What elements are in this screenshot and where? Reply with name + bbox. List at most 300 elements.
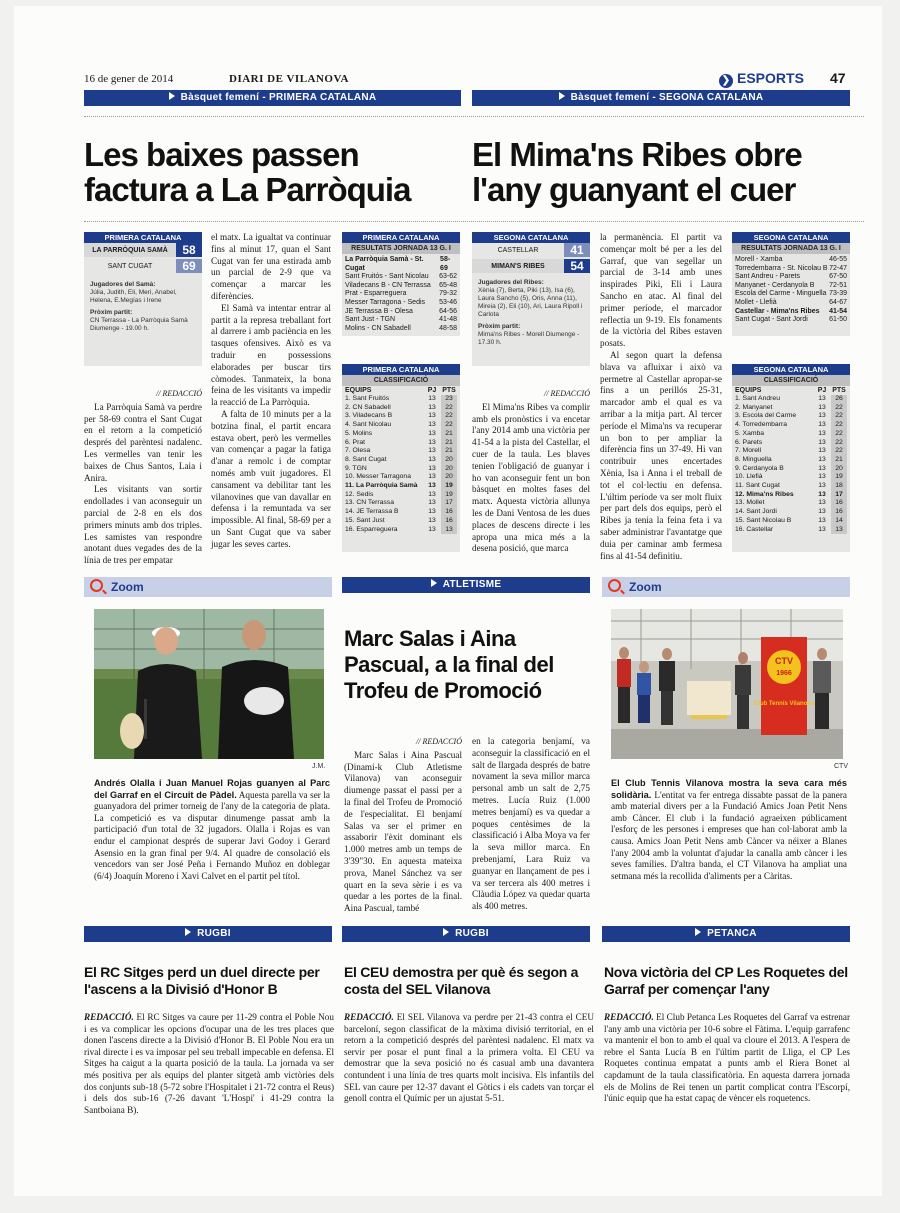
- points: 20: [441, 456, 457, 465]
- team-name: 8. Minguella: [735, 455, 772, 463]
- games-played: 13: [428, 464, 436, 472]
- standings-row: [732, 456, 850, 465]
- points: 22: [831, 430, 847, 439]
- games-played: 13: [428, 395, 436, 402]
- paragraph: Les visitants van sortir endollades i van aconseguir un parcial de 2-8 en els dos primers minuts amb dos triples. Les samistes van respondre anotant dues vegades des de la línia de tres per empatar: [84, 484, 202, 566]
- sign-text: CTV: [775, 656, 793, 666]
- games-played: 13: [818, 482, 826, 490]
- box-header: PRIMERA CATALANA: [342, 232, 460, 243]
- headline-petanca: Nova victòria del CP Les Roquetes del Garraf per començar l'any: [604, 964, 848, 997]
- box-header: SEGONA CATALANA: [732, 232, 850, 243]
- match-teams: Castellar - Mima'ns Ribes: [735, 307, 820, 315]
- points: 18: [831, 482, 847, 491]
- result-row: [342, 282, 460, 291]
- standings-header: [732, 386, 850, 395]
- standings-row: [342, 499, 460, 508]
- team-name: LA PARRÒQUIA SAMÀ: [92, 246, 168, 254]
- team-name: 14. JE Terrassa B: [345, 508, 399, 516]
- games-played: 13: [428, 482, 436, 490]
- result-row: [342, 256, 460, 273]
- match-teams: Morell - Xamba: [735, 256, 783, 263]
- standings-row: [732, 430, 850, 439]
- score-row: [84, 243, 202, 257]
- points: 13: [831, 526, 847, 535]
- match-score: 41-48: [439, 316, 457, 324]
- standings-header: [342, 386, 460, 395]
- match-teams: Torredembarra - St. Nicolau B: [735, 264, 828, 272]
- col-header: PTS: [442, 387, 456, 394]
- photo-credit: J.M.: [312, 763, 326, 770]
- zoom-caption-tennis: [611, 778, 847, 882]
- section-bar-label: RUGBI: [197, 928, 231, 939]
- triangle-icon: [431, 579, 437, 587]
- team-name: 9. Cerdanyola B: [735, 464, 784, 472]
- games-played: 13: [428, 516, 436, 524]
- games-played: 13: [428, 455, 436, 463]
- headline-rugbi-sitges: El RC Sitges perd un duel directe per l'ascens a la Divisió d'Honor B: [84, 964, 320, 997]
- match-teams: Prat - Esparreguera: [345, 290, 407, 298]
- photo-tennis-club: [611, 609, 843, 759]
- headline-line: Les baixes passen: [84, 136, 359, 173]
- games-played: 13: [818, 499, 826, 507]
- box-subheader: CLASSIFICACIÓ: [342, 375, 460, 386]
- match-teams: Sant Just - TGN: [345, 316, 396, 324]
- headline-line: Marc Salas i Aina: [344, 626, 516, 651]
- results-table-segona: [732, 232, 850, 336]
- standings-row: [732, 473, 850, 482]
- section-bar-label: Bàsquet femení - PRIMERA CATALANA: [180, 92, 377, 103]
- zoom-label: Zoom: [629, 580, 662, 594]
- standings-row: [732, 499, 850, 508]
- match-teams: JE Terrassa B - Olesa: [345, 307, 413, 315]
- section-bar-rugbi-1: [84, 926, 332, 942]
- photo-tennis-svg: [611, 609, 843, 759]
- next-match-label: Pròxim partit:: [478, 323, 521, 330]
- team-name: 10. Llefià: [735, 473, 763, 481]
- standings-rows: [732, 395, 850, 534]
- games-played: 13: [428, 421, 436, 429]
- match-score: 41-54: [829, 307, 847, 315]
- score-row: [84, 259, 202, 273]
- arrow-right-icon: ❯: [719, 74, 733, 88]
- team-name: 6. Parets: [735, 438, 763, 446]
- section-bar-segona: [472, 90, 850, 106]
- standings-row: [732, 465, 850, 474]
- standings-row: [732, 508, 850, 517]
- points: 22: [441, 412, 457, 421]
- article-atletisme-col1: [344, 736, 462, 915]
- headline-line: El Mima'ns Ribes obre: [472, 136, 802, 173]
- points: 20: [831, 465, 847, 474]
- caption-text: Aquesta parella va ser la guanyadora del primer torneig de l'any de la categoria de plata. La competició es va disputar dinumenge passat amb la participació d'un total de 32 jugadors. Olalla i Rojas es van endur el campionat després de superar Javi Godoy i Gerard Asensio en la gran final per 9/4. Al quadre de consolació els vencedors van ser José Peña i Fernando Muñoz en doblegar (6/4) Joaquín Moreno i Xavi Calvet en el partit pel títol.: [94, 789, 330, 881]
- match-teams: Escola del Carme - Minguella: [735, 290, 827, 298]
- team-name: 16. Esparreguera: [345, 525, 398, 533]
- games-played: 13: [428, 447, 436, 455]
- points: 22: [441, 421, 457, 430]
- team-name: 16. Castellar: [735, 525, 774, 533]
- points: 22: [831, 421, 847, 430]
- section-bar-petanca: [602, 926, 850, 942]
- article-atletisme-col2: [472, 736, 590, 913]
- col-header: PTS: [832, 387, 846, 394]
- section-bar-label: Bàsquet femení - SEGONA CATALANA: [570, 92, 764, 103]
- team-name: 5. Molins: [345, 429, 373, 437]
- points: 20: [441, 473, 457, 482]
- paragraph: El Samà va intentar entrar al partit a la represa treballant fort al darrere i amb paciència en les tasques ofensives. Això es va traduir en possessions elaborades per buscar tirs còmodes. Tanmateix, la bona feina de les visitants va impedir la reacció de La Parròquia.: [211, 302, 331, 408]
- standings-row: [342, 439, 460, 448]
- team-name: 7. Olesa: [345, 447, 371, 455]
- newspaper-name: DIARI DE VILANOVA: [229, 73, 349, 85]
- points: 16: [831, 499, 847, 508]
- team-score: 69: [176, 259, 202, 273]
- match-score: 73-39: [829, 290, 847, 298]
- standings-row: [732, 439, 850, 448]
- article-text: El SEL Vilanova va perdre per 21-43 contra el CEU barceloní, segon classificat de la màxima divisió territorial, en el retorn a la competició després del parèntesi nadalenc. El matx va servir per posar el punt final a la primera volta. El CEU va demostrar que la seva posició no és casual amb una davantera contundent i una línia de tres quarts molt incisiva. Els infantils del SEL van caure per 12-37 davant el Gòtics i els cadets van torçar el genoll contra el Químic per un ajustat 5-51.: [344, 1012, 594, 1104]
- paragraph: Al segon quart la defensa blava va afluixar i això va permetre al Castellar apropar-se fins a un perillós 25-31, marcador amb el qual es va arribar a la mitja part. Al tercer període el Mima'ns va recuperar un bon to per ampliar la diferència fins un 37-49. Hi van contribuir unes encertades Xènia, Isa i Anna i el treball de tot el col·lectiu en defensa. L'últim període va ser molt fluix per part dels dos equips, però el Ribes ja tenia la feina feta i va saber administrar l'avantatge que duia per caminar amb fermesa fins al 41-54 definitiu.: [600, 349, 722, 561]
- points: 19: [441, 482, 457, 491]
- games-played: 13: [428, 499, 436, 507]
- col-header: EQUIPS: [345, 387, 372, 394]
- paragraph: en la categoria benjamí, va aconseguir la classificació en el salt de llargada després de batre novament la seva millor marca personal amb un salt de 2,75 metres. Lucía Ruiz (1.000 metres benjamí) es va quedar a poques centèsimes de la classificació i Alba Moya va fer la seva millor marca. En prebenjamí, Lara Ruiz va guanyar en llançament de pes i va ser tercera als 400 metres i Clàudia López va quedar quarta als 400 metres.: [472, 736, 590, 912]
- points: 17: [831, 491, 847, 500]
- paragraph: A falta de 10 minuts per a la botzina final, el partit encara estava obert, però les vermelles van començar a pagar la fatiga d'anar a remolc i de comptar només amb vuit jugadores. El cansament va debilitar tant les vilanovines que van davallar en defensa i la remuntada va ser impossible. Al final, 58-69 per a un Sant Cugat que va saber jugar les seves cartes.: [211, 408, 331, 549]
- games-played: 13: [818, 403, 826, 411]
- match-score: 61-50: [829, 316, 847, 324]
- team-score: 58: [176, 243, 202, 257]
- games-played: 13: [818, 490, 826, 498]
- games-played: 13: [818, 412, 826, 420]
- standings-row: [732, 517, 850, 526]
- games-played: 13: [428, 473, 436, 481]
- team-name: 9. TGN: [345, 464, 367, 472]
- section-label: [719, 70, 804, 88]
- results-rows: [342, 254, 460, 333]
- games-played: 13: [428, 403, 436, 411]
- standings-row: [342, 526, 460, 535]
- points: 19: [831, 473, 847, 482]
- section-bar-label: ATLETISME: [442, 579, 502, 590]
- lead-byline: REDACCIÓ.: [84, 1012, 134, 1022]
- section-bar-label: RUGBI: [455, 928, 489, 939]
- zoom-label: Zoom: [111, 580, 144, 594]
- byline: // REDACCIÓ: [416, 737, 462, 746]
- result-row: [342, 299, 460, 308]
- standings-row: [732, 412, 850, 421]
- team-name: 2. Manyanet: [735, 403, 773, 411]
- result-row: [732, 265, 850, 274]
- caption-lead: El Club Tennis Vilanova mostra la seva cara més solidària.: [611, 778, 847, 800]
- team-name: 12. Sedis: [345, 490, 374, 498]
- score-row: [472, 259, 590, 273]
- box-details: [84, 281, 202, 333]
- headline-line: l'any guanyant el cuer: [472, 170, 796, 208]
- points: 16: [831, 508, 847, 517]
- team-name: 10. Messer Tarragona: [345, 473, 411, 481]
- team-name: MIMAN'S RIBES: [491, 262, 545, 270]
- points: 21: [441, 430, 457, 439]
- headline-rugbi-ceu: El CEU demostra per què és segon a costa del SEL Vilanova: [344, 964, 579, 997]
- next-match-text: CN Terrassa - La Parròquia Samà Diumenge - 19.00 h.: [90, 317, 188, 332]
- result-row: [732, 282, 850, 291]
- box-subheader: CLASSIFICACIÓ: [732, 375, 850, 386]
- match-score: 64-67: [829, 298, 847, 306]
- points: 23: [441, 395, 457, 404]
- team-name: 7. Morell: [735, 447, 762, 455]
- team-name: 11. La Parròquia Samà: [345, 482, 418, 490]
- article-text: El Club Petanca Les Roquetes del Garraf va estrenar l'any amb una victòria per 10-6 sobre el Fàtima. L'equip garrafenc va mantenir el bon to amb el qual va cloure el 2013. A l'espera de rebre el Santa Lucía B en l'últim partit de Lliga, el CP Les Roquetes continua empatat a punts amb el Riera Bonet al capdamunt de la taula classificatòria. En aquesta darrera jornada els de Molins de Rei tenen un partit complicat contra l'Escorpí, l'únic equip que ha estat capaç de vèncer els roquetencs.: [604, 1012, 850, 1104]
- zoom-caption-padel: [94, 778, 330, 882]
- games-played: 13: [818, 395, 826, 402]
- magnifier-icon: [608, 579, 621, 592]
- result-row: [342, 290, 460, 299]
- games-played: 13: [428, 525, 436, 533]
- paragraph: el matx. La igualtat va continuar fins al minut 17, quan el Sant Cugat van fer una estirada amb un parcial de 2-9 que va començar a marcar les diferències.: [211, 232, 331, 301]
- photo-credit: CTV: [834, 763, 848, 770]
- section-bar-primera: [84, 90, 461, 106]
- points: 26: [831, 395, 847, 404]
- points: 22: [831, 412, 847, 421]
- paragraph: Marc Salas i Aina Pascual (Dinami-k Club Atletisme Vilanova) van aconseguir diumenge passat el passi per a la final del Trofeu de Promoció de l'especialitat. El benjamí Salas va ser el primer en assaborir l'èxit dominant els 1.000 metres amb un temps de 3'39"30. En aquesta mateixa prova, Manel Sánchez va ser quart en la seva sèrie i es va quedar a les portes de la final. Aina Pascual, també: [344, 749, 462, 914]
- headline-ribes: [472, 138, 802, 207]
- col-header: PJ: [817, 387, 827, 394]
- team-name: 1. Sant Andreu: [735, 395, 780, 402]
- caption-text: L'entitat va fer entrega dissabte passat de la panera amb material divers per a la Fundació Amics Joan Petit Nens amb Càncer. El club i la fundació agraeixen públicament l'esforç de les persones i empreses que han col·laborat amb la causa. Amics Joan Petit Nens amb Càncer va néixer a Blanes l'any 2004 amb la voluntat d'ajudar la canalla amb càncer i les seves famílies. D'altra banda, el CT Vilanova ha ampliat una setmana més la recollida d'aliments per a Càritas.: [611, 789, 847, 881]
- standings-row: [342, 421, 460, 430]
- box-header: SEGONA CATALANA: [472, 232, 590, 243]
- result-row: [732, 299, 850, 308]
- box-details: [472, 279, 590, 347]
- caption-lead: Andrés Olalla i Juan Manuel Rojas guanyen al Parc del Garraf en el Circuit de Pàdel.: [94, 778, 330, 800]
- lead-byline: REDACCIÓ.: [604, 1012, 654, 1022]
- byline: // REDACCIÓ: [544, 389, 590, 398]
- points: 22: [831, 439, 847, 448]
- match-score: 72-47: [829, 264, 847, 272]
- headline-line: Trofeu de Promoció: [344, 678, 542, 703]
- standings-row: [342, 517, 460, 526]
- team-name: 15. Sant Nicolau B: [735, 516, 792, 524]
- standings-row: [732, 395, 850, 404]
- games-played: 13: [428, 429, 436, 437]
- article-parroquia-col1: [84, 388, 202, 567]
- match-teams: Viladecans B - CN Terrassa: [345, 281, 431, 289]
- match-score: 53-46: [439, 298, 457, 306]
- match-score: 72-51: [829, 281, 847, 289]
- games-played: 13: [818, 447, 826, 455]
- paragraph: La Parròquia Samà va perdre per 58-69 contra el Sant Cugat en el retorn a la competició després del parèntesi nadalenc. Les vermelles van tenir les baixes de Chus Santos, Laia i Anira.: [84, 401, 202, 483]
- match-teams: Manyanet - Cerdanyola B: [735, 281, 815, 289]
- result-row: [732, 316, 850, 325]
- team-name: 12. Mima'ns Ribes: [735, 490, 794, 498]
- points: 20: [441, 465, 457, 474]
- team-name: 2. CN Sabadell: [345, 403, 391, 411]
- triangle-icon: [169, 92, 175, 100]
- standings-row: [342, 447, 460, 456]
- games-played: 13: [818, 455, 826, 463]
- box-header: SEGONA CATALANA: [732, 364, 850, 375]
- points: 22: [441, 404, 457, 413]
- games-played: 13: [818, 516, 826, 524]
- newspaper-page: [14, 6, 882, 1196]
- team-name: 3. Escola del Carme: [735, 412, 797, 420]
- standings-row: [342, 491, 460, 500]
- standings-row: [732, 526, 850, 535]
- zoom-header-tennis: [602, 577, 850, 597]
- team-score: 41: [564, 243, 590, 257]
- team-name: 15. Sant Just: [345, 516, 385, 524]
- photo-padel-svg: [94, 609, 324, 759]
- match-teams: Molins - CN Sabadell: [345, 324, 411, 332]
- next-match-label: Pròxim partit:: [90, 309, 133, 316]
- match-teams: Sant Cugat - Sant Jordi: [735, 316, 808, 324]
- section-bar-rugbi-2: [342, 926, 590, 942]
- triangle-icon: [695, 928, 701, 936]
- triangle-icon: [443, 928, 449, 936]
- match-teams: Sant Fruitós - Sant Nicolau: [345, 273, 429, 281]
- games-played: 13: [818, 473, 826, 481]
- paragraph: la permanència. El partit va començar molt bé per a les del Garraf, que van segellar un parcial de 3-14 amb unes inspirades Piki, Eli i Laura Sancho en atac. Al final del primer període, el marcador reflectia un 9-19. Els fonaments de la victòria del Ribes estaven posats.: [600, 232, 722, 349]
- zoom-header-padel: [84, 577, 332, 597]
- article-rugbi-ceu: [344, 1012, 594, 1105]
- sign-year: 1966: [776, 670, 792, 677]
- sign-club: Club Tennis Vilanova: [753, 701, 815, 707]
- players-list: Xènia (7), Berta, Piki (13), Isa (6), Laura Sancho (5), Oris, Anna (11), Mireia (2), Eli (10), Ari, Laura Ripoll i Carlota: [478, 287, 583, 318]
- result-row: [342, 308, 460, 317]
- team-name: 13. CN Terrassa: [345, 499, 394, 507]
- headline-line: factura a La Parròquia: [84, 170, 411, 208]
- result-row: [342, 316, 460, 325]
- games-played: 13: [428, 412, 436, 420]
- standings-row: [732, 404, 850, 413]
- points: 14: [831, 517, 847, 526]
- games-played: 13: [428, 438, 436, 446]
- team-name: CASTELLAR: [497, 246, 539, 254]
- byline: // REDACCIÓ: [156, 389, 202, 398]
- result-row: [732, 290, 850, 299]
- standings-row: [342, 508, 460, 517]
- match-teams: Sant Andreu - Parets: [735, 273, 800, 281]
- team-name: 5. Xamba: [735, 429, 765, 437]
- players-label: Jugadores del Samà:: [90, 281, 156, 288]
- standings-row: [342, 465, 460, 474]
- section-bar-label: PETANCA: [707, 928, 757, 939]
- points: 16: [441, 517, 457, 526]
- article-petanca: [604, 1012, 850, 1105]
- team-name: 4. Sant Nicolau: [345, 421, 392, 429]
- article-ribes-col2: [600, 232, 722, 562]
- divider: [84, 116, 864, 117]
- section-name: ESPORTS: [737, 70, 804, 86]
- result-row: [732, 256, 850, 265]
- match-score: 67-50: [829, 273, 847, 281]
- games-played: 13: [818, 464, 826, 472]
- points: 16: [441, 508, 457, 517]
- article-rugbi-sitges: [84, 1012, 334, 1116]
- match-score: 46-55: [829, 256, 847, 263]
- standings-row: [342, 473, 460, 482]
- standings-row: [732, 447, 850, 456]
- magnifier-icon: [90, 579, 103, 592]
- points: 21: [831, 456, 847, 465]
- headline-parroquia: [84, 138, 410, 207]
- standings-row: [342, 456, 460, 465]
- match-teams: La Parròquia Samà - St. Cugat: [345, 256, 424, 272]
- match-score: 79-32: [439, 290, 457, 298]
- games-played: 13: [428, 508, 436, 516]
- team-name: 1. Sant Fruitós: [345, 395, 390, 402]
- standings-rows: [342, 395, 460, 534]
- section-bar-atletisme: [342, 577, 590, 593]
- box-header: PRIMERA CATALANA: [84, 232, 202, 243]
- games-played: 13: [818, 421, 826, 429]
- photo-padel-players: [94, 609, 324, 759]
- headline-line: Pascual, a la final del: [344, 652, 554, 677]
- points: 21: [441, 439, 457, 448]
- points: 13: [441, 526, 457, 535]
- paragraph: El Mima'ns Ribes va complir amb els pronòstics i va encetar l'any 2014 amb una victòria per 41-54 a la pista del Castellar, el cuer de la taula. Les blaves tenien l'obligació de guanyar i ho van aconseguir fent un bon bàsquet en moltes fases del matx. Aquesta victòria allunya les de Dani Ventosa de les dues places de descens directe i les apropa una mica més a la desena posició, que marca: [472, 401, 590, 554]
- team-name: 4. Torredembarra: [735, 421, 788, 429]
- col-header: EQUIPS: [735, 387, 762, 394]
- result-row: [732, 308, 850, 317]
- match-teams: Messer Tarragona - Sedis: [345, 298, 426, 306]
- result-row: [342, 325, 460, 334]
- standings-row: [342, 404, 460, 413]
- team-name: 14. Sant Jordi: [735, 508, 777, 516]
- team-name: 8. Sant Cugat: [345, 455, 387, 463]
- standings-table-primera: [342, 364, 460, 552]
- article-parroquia-col2: [211, 232, 331, 551]
- games-played: 13: [818, 508, 826, 516]
- team-name: 3. Viladecans B: [345, 412, 393, 420]
- players-label: Jugadores del Ribes:: [478, 279, 544, 286]
- triangle-icon: [185, 928, 191, 936]
- match-score: 65-48: [439, 281, 457, 289]
- team-name: SANT CUGAT: [107, 262, 153, 270]
- result-row: [732, 273, 850, 282]
- match-teams: Mollet - Llefià: [735, 298, 777, 306]
- points: 21: [441, 447, 457, 456]
- next-match-text: Mima'ns Ribes - Morell Diumenge - 17.30 h.: [478, 331, 580, 346]
- players-list: Júlia, Judith, Eli, Meri, Anabel, Helena, E.Megías i Irene: [90, 289, 177, 304]
- match-score: 64-56: [439, 307, 457, 315]
- headline-atletisme: [344, 626, 554, 704]
- games-played: 13: [818, 438, 826, 446]
- match-score: 63-62: [439, 273, 457, 281]
- result-row: [342, 273, 460, 282]
- col-header: PJ: [427, 387, 437, 394]
- games-played: 13: [428, 490, 436, 498]
- games-played: 13: [818, 525, 826, 533]
- article-text: El RC Sitges va caure per 11-29 contra el Poble Nou i es va complicar les opcions d'ocupar una de les tres places que donen l'ascens directe a la Divisió d'Honor B. El Poble Nou era un rival directe i es va imposar pel seu treball impecable en defensa. El Sitges ha caigut a la quarta posició de la taula. La jornada va ser més positiva per als equips del planter sitgetà amb victòries dels dos conjunts sub-18 (5-72 sobre l'Hospitalet i 21-72 contra el Reus) i dels dos sub-16 (7-26 davant 'L'Hospi' i 41-29 contra la Santboiana B).: [84, 1012, 334, 1115]
- box-subheader: RESULTATS JORNADA 13 G. I: [732, 243, 850, 254]
- standings-row: [732, 482, 850, 491]
- match-score: 48-58: [439, 324, 457, 332]
- points: 22: [831, 404, 847, 413]
- lead-byline: REDACCIÓ.: [344, 1012, 394, 1022]
- points: 22: [831, 447, 847, 456]
- standings-row: [732, 491, 850, 500]
- standings-row: [342, 412, 460, 421]
- article-ribes-col1: [472, 388, 590, 555]
- box-header: PRIMERA CATALANA: [342, 364, 460, 375]
- page-number: 47: [830, 70, 846, 86]
- match-score: 58-69: [440, 256, 451, 272]
- results-rows: [732, 254, 850, 325]
- team-name: 6. Prat: [345, 438, 366, 446]
- standings-table-segona: [732, 364, 850, 552]
- results-table-primera: [342, 232, 460, 336]
- score-box-ribes: [472, 232, 590, 366]
- standings-row: [342, 430, 460, 439]
